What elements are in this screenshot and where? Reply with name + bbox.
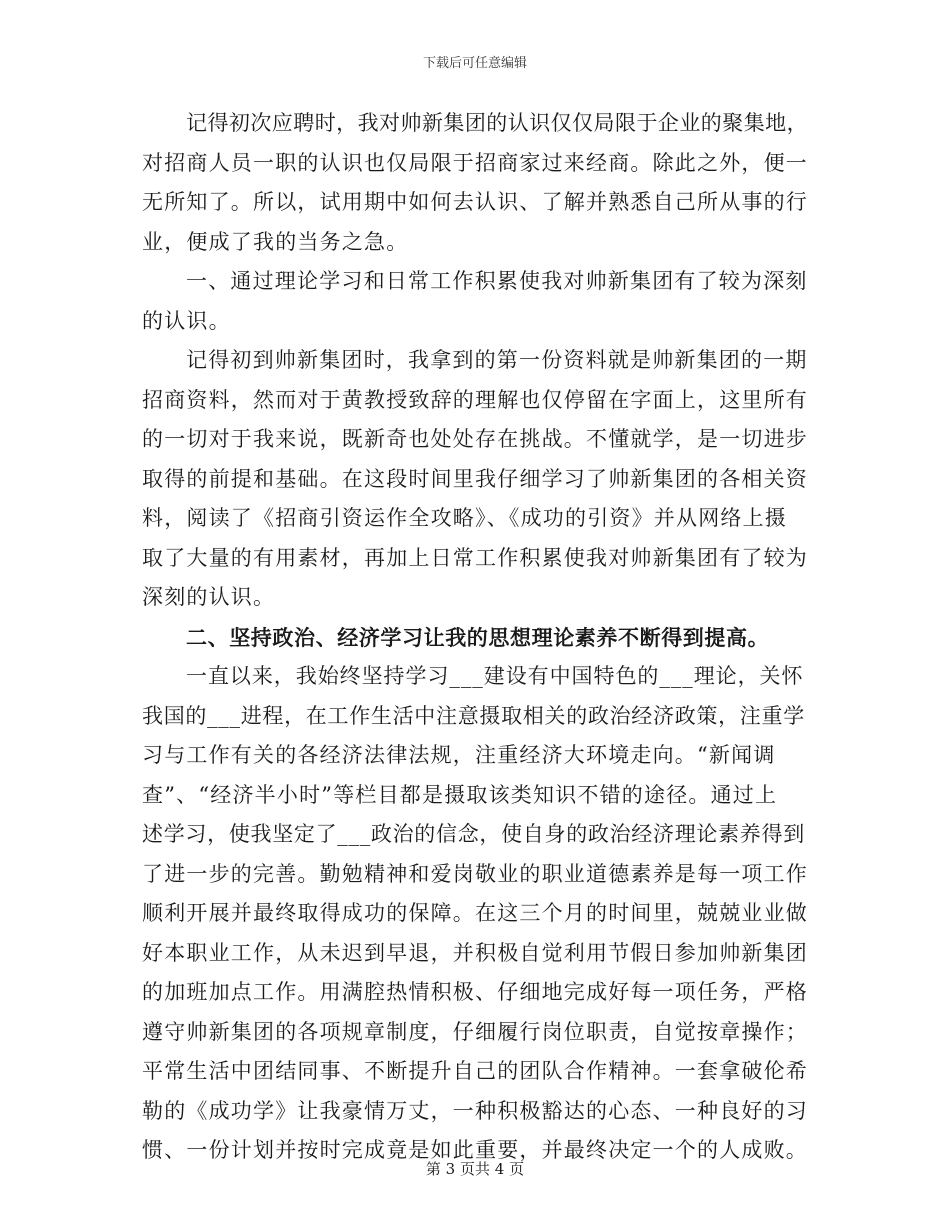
paragraph-1-line-2: 对招商人员一职的认识也仅局限于招商家过来经商。除此之外，便一 [142, 150, 808, 175]
paragraph-1-line-4: 业，便成了我的当务之急。 [142, 229, 409, 254]
paragraph-2-line-4: 取得的前提和基础。在这段时间里我仔细学习了帅新集团的各相关资 [142, 466, 808, 491]
paragraph-3-line-7: 顺利开展并最终取得成功的保障。在这三个月的时间里，兢兢业业做 [142, 901, 808, 925]
paragraph-3-line-8: 好本职业工作，从未迟到早退，并积极自觉利用节假日参加帅新集团 [142, 940, 808, 965]
page-number-footer: 第 3 页共 4 页 [425, 1160, 525, 1178]
paragraph-2-line-5: 料，阅读了《招商引资运作全攻略》、《成功的引资》并从网络上摄 [142, 506, 787, 530]
paragraph-1-line-1: 记得初次应聘时，我对帅新集团的认识仅仅局限于企业的聚集地， [186, 111, 809, 135]
paragraph-2-line-7: 深刻的认识。 [142, 585, 276, 609]
paragraph-3-line-3: 习与工作有关的各经济法律法规，注重经济大环境走向。“新闻调 [142, 743, 776, 767]
paragraph-3-line-1: 一直以来，我始终坚持学习___建设有中国特色的___理论，关怀 [186, 664, 804, 688]
paragraph-3-line-2: 我国的___进程，在工作生活中注意摄取相关的政治经济政策，注重学 [142, 703, 805, 728]
page-header: 下载后可任意编辑 [422, 56, 527, 71]
paragraph-3-line-9: 的加班加点工作。用满腔热情积极、仔细地完成好每一项任务，严格 [142, 980, 808, 1004]
paragraph-3-line-11: 平常生活中团结同事、不断提升自己的团队合作精神。一套拿破伦希 [142, 1059, 808, 1083]
paragraph-3-line-12: 勒的《成功学》让我豪情万丈，一种积极豁达的心态、一种良好的习 [142, 1098, 808, 1123]
paragraph-3-line-10: 遵守帅新集团的各项规章制度，仔细履行岗位职责，自觉按章操作； [142, 1019, 808, 1044]
document-body [142, 104, 808, 1171]
paragraph-3-line-13: 惯、一份计划并按时完成竟是如此重要，并最终决定一个的人成败。 [142, 1138, 808, 1162]
section-heading-2: 二、坚持政治、经济学习让我的思想理论素养不断得到提高。 [186, 624, 770, 650]
paragraph-3-line-4: 查”、“经济半小时”等栏目都是摄取该类知识不错的途径。通过上 [142, 782, 778, 807]
paragraph-1-line-3: 无所知了。所以，试用期中如何去认识、了解并熟悉自己所从事的行 [142, 190, 808, 214]
paragraph-3-line-6: 了进一步的完善。勤勉精神和爱岗敬业的职业道德素养是每一项工作 [142, 861, 808, 886]
paragraph-2-line-2: 招商资料，然而对于黄教授致辞的理解也仅停留在字面上，这里所有 [142, 387, 808, 412]
paragraph-3-line-5: 述学习，使我坚定了___政治的信念，使自身的政治经济理论素养得到 [142, 822, 805, 846]
section-heading-1-line-1: 一、通过理论学习和日常工作积累使我对帅新集团有了较为深刻 [186, 269, 808, 293]
paragraph-2-line-6: 取了大量的有用素材，再加上日常工作积累使我对帅新集团有了较为 [142, 545, 808, 570]
paragraph-2-line-1: 记得初到帅新集团时，我拿到的第一份资料就是帅新集团的一期 [186, 348, 808, 372]
paragraph-2-line-3: 的一切对于我来说，既新奇也处处存在挑战。不懂就学，是一切进步 [142, 427, 808, 451]
section-heading-1-line-2: 的认识。 [142, 308, 231, 333]
